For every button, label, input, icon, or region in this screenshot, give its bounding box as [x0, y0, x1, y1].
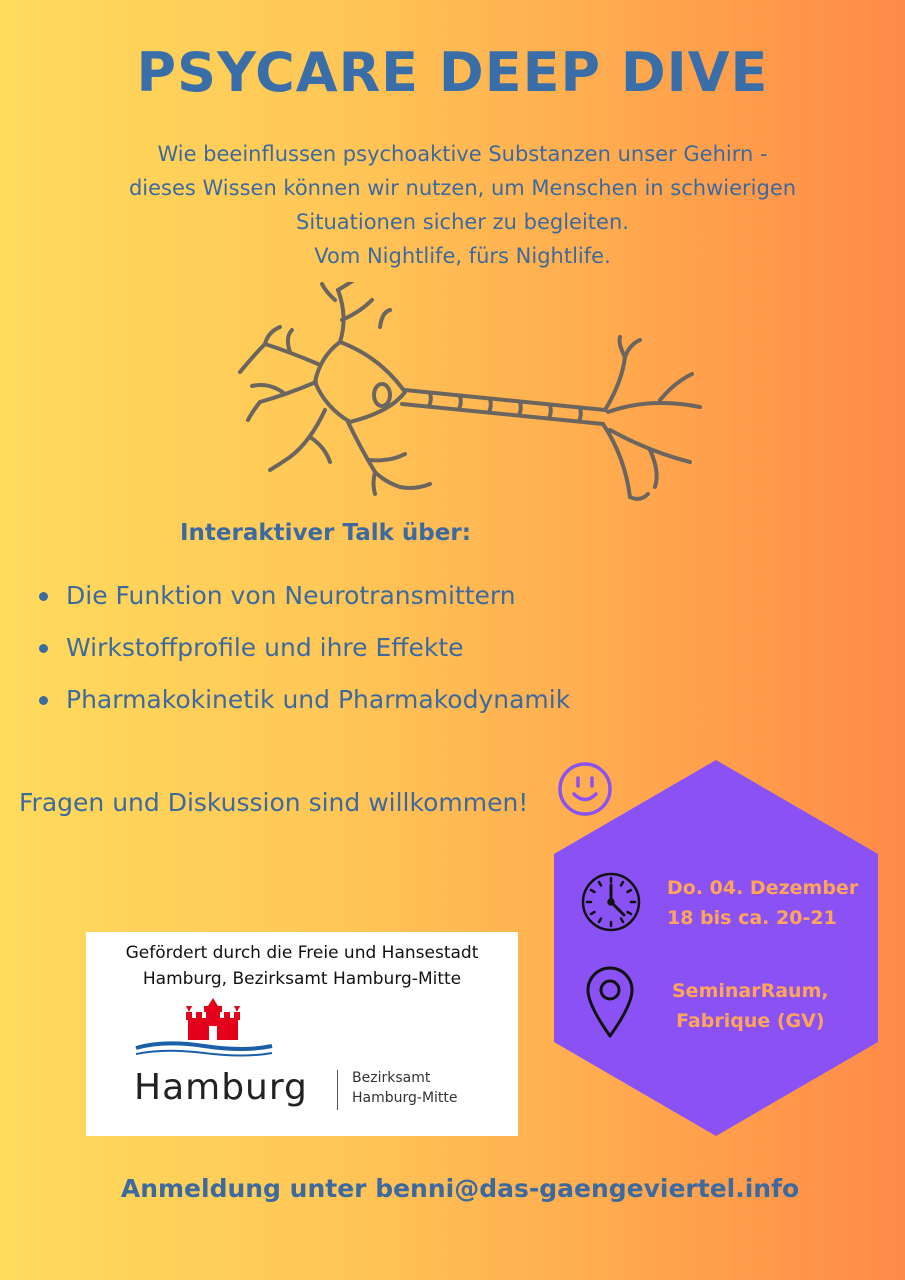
event-datetime: [667, 873, 858, 933]
funding-line: Gefördert durch die Freie und Hansestadt: [125, 943, 479, 963]
event-time: 18 bis ca. 20-21: [667, 907, 837, 929]
intro-line: Vom Nightlife, fürs Nightlife.: [314, 244, 611, 268]
neuron-illustration: [230, 282, 720, 512]
district-office-label: [352, 1068, 458, 1108]
questions-text: Fragen und Diskussion sind willkommen!: [19, 788, 529, 817]
clock-icon: [580, 871, 642, 933]
signup-contact: Anmeldung unter benni@das-gaengeviertel.info: [120, 1174, 800, 1203]
topic-label: Wirkstoffprofile und ihre Effekte: [66, 633, 464, 662]
topic-list: [36, 575, 570, 731]
intro-line: Wie beeinflussen psychoaktive Substanzen unser Gehirn -: [157, 142, 768, 166]
intro-line: Situationen sicher zu begleiten.: [296, 210, 629, 234]
hamburg-wordmark: Hamburg: [134, 1067, 308, 1108]
funding-text: [86, 940, 518, 992]
hamburg-castle-emblem: [134, 998, 274, 1060]
list-item: [36, 627, 570, 679]
dept-line: Hamburg-Mitte: [352, 1090, 458, 1106]
poster-title: PSYCARE DEEP DIVE: [136, 41, 769, 104]
event-place-line: Fabrique (GV): [676, 1010, 825, 1032]
bullet-icon: [39, 696, 48, 705]
logo-divider: [337, 1070, 338, 1110]
topic-label: Die Funktion von Neurotransmittern: [66, 581, 516, 610]
list-item: [36, 679, 570, 731]
bullet-icon: [39, 592, 48, 601]
funding-notice: [86, 932, 518, 1136]
funding-line: Hamburg, Bezirksamt Hamburg-Mitte: [142, 969, 462, 989]
talk-heading: Interaktiver Talk über:: [180, 520, 471, 546]
intro-text: [40, 137, 885, 273]
location-pin-icon: [584, 965, 636, 1039]
list-item: [36, 575, 570, 627]
event-location: [672, 976, 829, 1036]
dept-line: Bezirksamt: [352, 1070, 431, 1086]
intro-line: dieses Wissen können wir nutzen, um Menschen in schwierigen: [128, 176, 797, 200]
bullet-icon: [39, 644, 48, 653]
topic-label: Pharmakokinetik und Pharmakodynamik: [66, 685, 571, 714]
event-place-line: SeminarRaum,: [672, 980, 829, 1002]
event-date: Do. 04. Dezember: [667, 877, 859, 899]
smiley-icon: [556, 760, 614, 818]
